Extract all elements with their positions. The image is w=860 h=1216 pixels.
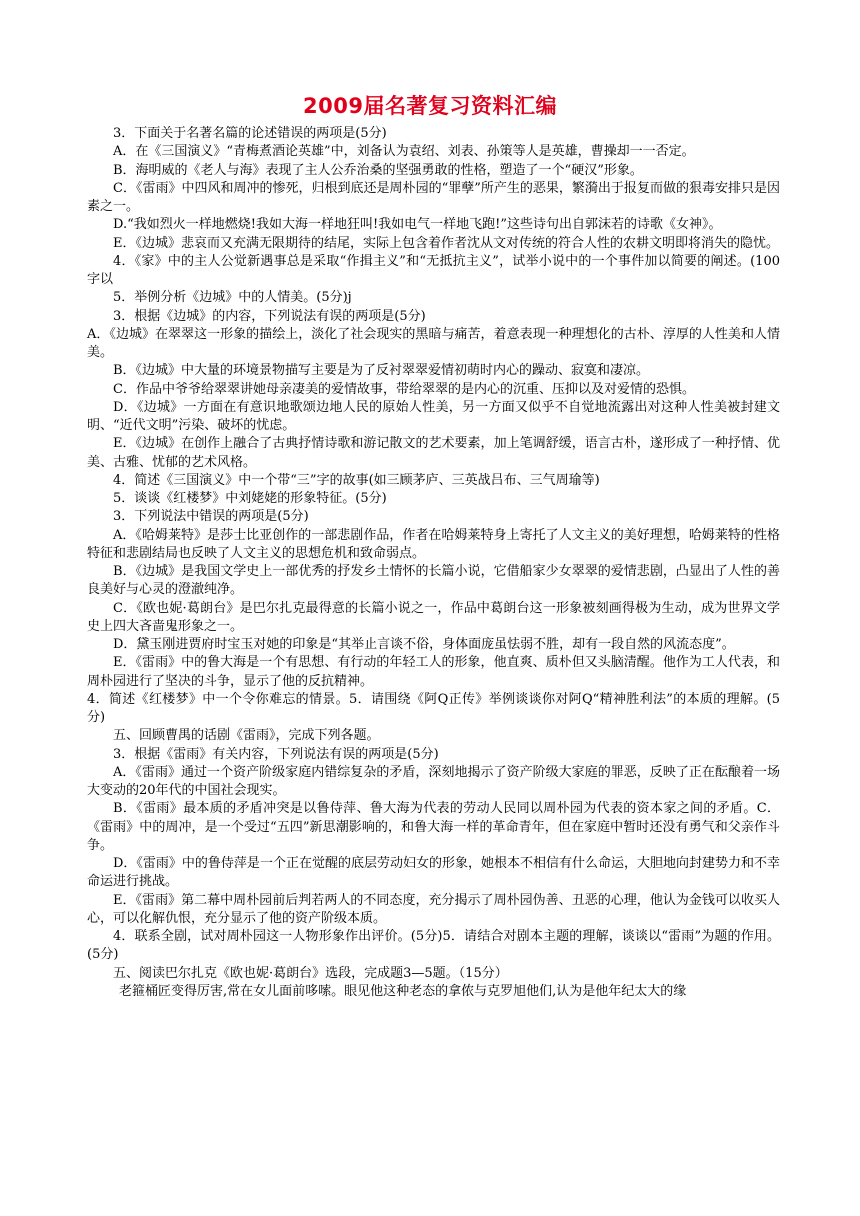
paragraph: E．《边城》在创作上融合了古典抒情诗歌和游记散文的艺术要素，加上笔调舒缓，语言古朴，遂形成了一种抒情、优美、古雅、忧郁的艺术风格。 <box>87 436 780 470</box>
paragraph: 4．简述《红楼梦》中一个令你难忘的情景。5．请围绕《阿Q正传》举例谈谈你对阿Q“精神胜利法”的本质的理解。(5分) <box>87 691 780 725</box>
paragraph: D．《雷雨》中的鲁侍萍是一个正在觉醒的底层劳动妇女的形象，她根本不相信有什么命运，大胆地向封建势力和不幸命运进行挑战。 <box>87 856 780 890</box>
paragraph: A．《边城》在翠翠这一形象的描绘上，淡化了社会现实的黑暗与痛苦，着意表现一种理想化的古朴、淳厚的人性美和人情美。 <box>87 326 780 360</box>
paragraph: A．《雷雨》通过一个资产阶级家庭内错综复杂的矛盾，深刻地揭示了资产阶级大家庭的罪恶，反映了正在酝酿着一场大变动的20年代的中国社会现实。 <box>87 764 780 798</box>
paragraph: A．在《三国演义》“青梅煮酒论英雄”中，刘备认为袁绍、刘表、孙策等人是英雄，曹操却一一否定。 <box>113 144 695 160</box>
paragraph: B．《边城》中大量的环境景物描写主要是为了反衬翠翠爱情初萌时内心的躁动、寂寞和凄凉。 <box>113 363 650 379</box>
paragraph: 老箍桶匠变得厉害,常在女儿面前哆嗦。眼见他这种老态的拿侬与克罗旭他们,认为是他年纪太大的缘 <box>119 983 687 999</box>
paragraph: 4．《家》中的主人公觉新遇事总是采取“作揖主义”和“无抵抗主义”，试举小说中的一个事件加以简要的阐述。(100字以 <box>87 253 780 287</box>
paragraph: 5．谈谈《红楼梦》中刘姥姥的形象特征。(5分) <box>113 491 387 506</box>
paragraph: D．《边城》一方面在有意识地歌颂边地人民的原始人性美，另一方面又似乎不自觉地流露出对这种人性美被封建文明、“近代文明”污染、破坏的忧虑。 <box>87 399 780 433</box>
paragraph: 3．下列说法中错误的两项是(5分) <box>113 509 309 525</box>
paragraph: 3．根据《雷雨》有关内容，下列说法有误的两项是(5分) <box>113 746 439 762</box>
paragraph: 3．下面关于名著名篇的论述错误的两项是(5分) <box>113 126 387 141</box>
paragraph: B．海明威的《老人与海》表现了主人公乔治桑的坚强勇敢的性格，塑造了一个“硬汉”形象。 <box>113 162 643 178</box>
document-body <box>87 125 780 1001</box>
paragraph: C．作品中爷爷给翠翠讲她母亲凄美的爱情故事，带给翠翠的是内心的沉重、压抑以及对爱情的恐惧。 <box>113 381 695 397</box>
paragraph: 3．根据《边城》的内容，下列说法有误的两项是(5分) <box>113 308 426 324</box>
paragraph: 5．举例分析《边城》中的人情美。(5分)j <box>113 290 352 306</box>
paragraph: B．《边城》是我国文学史上一部优秀的抒发乡土情怀的长篇小说，它借船家少女翠翠的爱情悲剧，凸显出了人性的善良美好与心灵的澄澈纯净。 <box>87 564 780 598</box>
paragraph: 五、回顾曹禺的话剧《雷雨》，完成下列各题。 <box>113 728 380 744</box>
paragraph: 4．联系全剧，试对周朴园这一人物形象作出评价。(5分)5．请结合对剧本主题的理解，谈谈以“雷雨”为题的作用。(5分) <box>87 929 780 963</box>
paragraph: E．《边城》悲哀而又充满无限期待的结尾，实际上包含着作者沈从文对传统的符合人性的农耕文明即将消失的隐忧。 <box>113 235 779 251</box>
paragraph: D.“我如烈火一样地燃烧!我如大海一样地狂叫!我如电气一样地飞跑!”这些诗句出自郭沫若的诗歌《女神》。 <box>113 217 722 233</box>
paragraph: C．《欧也妮·葛朗台》是巴尔扎克最得意的长篇小说之一，作品中葛朗台这一形象被刻画得极为生动，成为世界文学史上四大吝啬鬼形象之一。 <box>87 600 780 634</box>
paragraph: E．《雷雨》中的鲁大海是一个有思想、有行动的年轻工人的形象，他直爽、质朴但又头脑清醒。他作为工人代表，和周朴园进行了坚决的斗争，显示了他的反抗精神。 <box>87 655 780 689</box>
paragraph: B．《雷雨》最本质的矛盾冲突是以鲁侍萍、鲁大海为代表的劳动人民同以周朴园为代表的资本家之间的矛盾。C．《雷雨》中的周冲，是一个受过“五四”新思潮影响的，和鲁大海一样的革命青年，但在家庭中暂时还没有勇气和父亲作斗争。 <box>87 801 780 853</box>
paragraph: 4．简述《三国演义》中一个带“三”字的故事(如三顾茅庐、三英战吕布、三气周瑜等) <box>113 472 600 488</box>
paragraph: 五、阅读巴尔扎克《欧也妮·葛朗台》选段，完成题3—5题。（15分） <box>113 965 508 981</box>
paragraph: D．黛玉刚进贾府时宝玉对她的印象是“其举止言谈不俗，身体面庞虽怯弱不胜，却有一段自然的风流态度”。 <box>113 637 735 652</box>
paragraph: E．《雷雨》第二幕中周朴园前后判若两人的不同态度，充分揭示了周朴园伪善、丑恶的心理，他认为金钱可以收买人心，可以化解仇恨，充分显示了他的资产阶级本质。 <box>87 892 780 926</box>
paragraph: C．《雷雨》中四风和周冲的惨死，归根到底还是周朴园的“罪孽”所产生的恶果，繁漪出于报复而做的狠毒安排只是因素之一。 <box>87 180 780 214</box>
document-title: 2009届名著复习资料汇编 <box>303 94 557 118</box>
paragraph: A．《哈姆莱特》是莎士比亚创作的一部悲剧作品，作者在哈姆莱特身上寄托了人文主义的美好理想，哈姆莱特的性格特征和悲剧结局也反映了人文主义的思想危机和致命弱点。 <box>87 527 780 561</box>
